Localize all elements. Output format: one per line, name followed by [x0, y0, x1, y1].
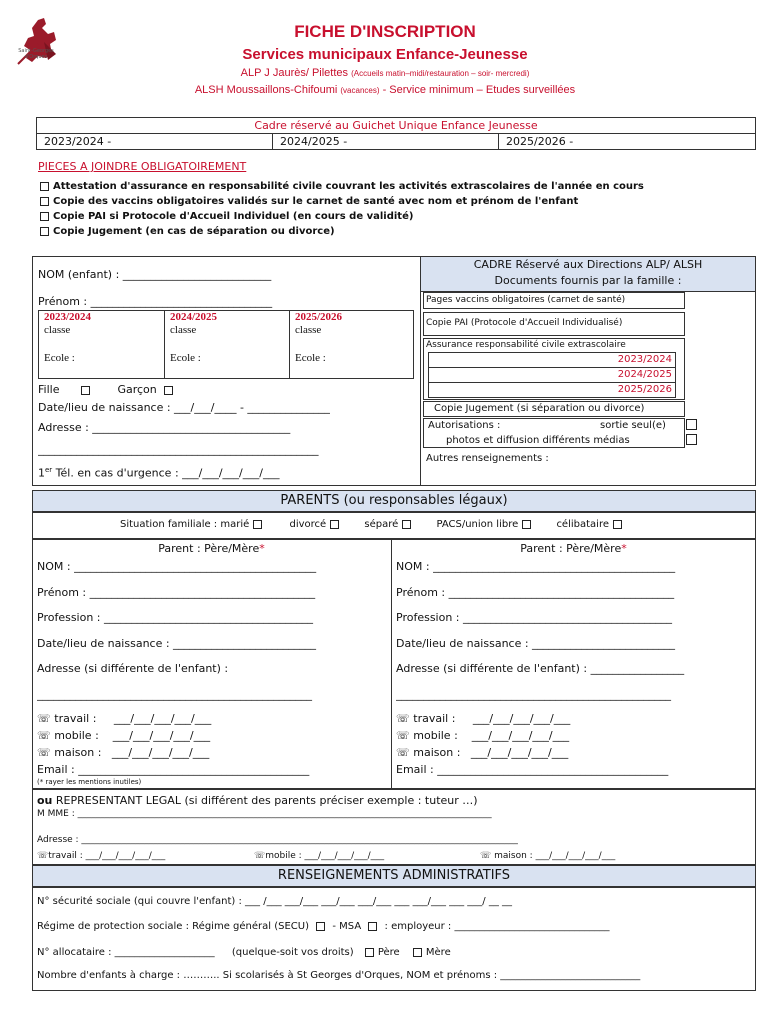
alp-detail: (Accueils matin–midi/restauration – soir- mercredi): [351, 69, 530, 78]
mere-label: Mère: [425, 947, 451, 958]
pai-label: Copie PAI (Protocole d'Accueil Individualisé): [426, 318, 623, 328]
travail-label: travail :: [54, 712, 97, 725]
autres-label: Autres renseignements :: [426, 453, 549, 464]
situation-row: [120, 519, 626, 530]
piece-item-4[interactable]: [40, 226, 335, 237]
autorisations-label: Autorisations :: [428, 420, 501, 431]
piece-label: Copie des vaccins obligatoires validés sur le carnet de santé avec nom et prénom de l'enfant: [53, 196, 579, 207]
parent1-adresse[interactable]: Adresse (si différente de l'enfant) :: [37, 662, 229, 675]
phone-blank: ___/___/___/___/___: [113, 712, 212, 725]
piece-item-2[interactable]: [40, 196, 578, 207]
travail-label: travail :: [413, 712, 456, 725]
parent2-naissance[interactable]: Date/lieu de naissance : __________________________: [396, 637, 676, 650]
checkbox[interactable]: [40, 182, 49, 191]
regime-label: Régime de protection sociale : Régime général (SECU): [37, 921, 309, 932]
pere-label: Père: [377, 947, 400, 958]
tel-label: Tél. en cas d'urgence : ___/___/___/___/___: [52, 466, 280, 480]
phone-icon: ☏: [396, 729, 410, 742]
parent1-nom[interactable]: NOM : ____________________________________________: [37, 560, 317, 573]
maison-label: maison :: [54, 746, 102, 759]
ecole-3[interactable]: Ecole :: [295, 352, 326, 364]
parent2-title-text: Parent : Père/Mère: [520, 542, 622, 555]
child-adresse-line2[interactable]: ___________________________________________________: [38, 443, 319, 456]
school-year-3: 2025/2026: [295, 311, 343, 323]
employeur-field[interactable]: : employeur : _______________________________: [384, 921, 610, 932]
garcon-label: Garçon: [117, 383, 157, 396]
header-line4: [0, 84, 770, 96]
child-naissance-field[interactable]: Date/lieu de naissance : ___/___/____ - _______________: [38, 401, 330, 414]
representant-pre: ou: [37, 794, 53, 807]
parent2-maison[interactable]: [396, 746, 568, 759]
assurance-label: Assurance responsabilité civile extrascolaire: [426, 340, 626, 350]
allocataire-note: (quelque-soit vos droits): [231, 947, 354, 958]
pere-checkbox[interactable]: [365, 948, 374, 957]
divorce-label: divorcé: [289, 519, 327, 530]
ecole-1[interactable]: Ecole :: [44, 352, 75, 364]
rayer-note: (* rayer les mentions inutiles): [37, 778, 142, 786]
pieces-title: PIECES A JOINDRE OBLIGATOIREMENT: [38, 160, 247, 173]
fille-label: Fille: [38, 383, 60, 396]
garcon-checkbox[interactable]: [164, 386, 173, 395]
parent1-title-text: Parent : Père/Mère: [158, 542, 260, 555]
representant-maison[interactable]: [480, 851, 615, 861]
assurance-year-1: 2023/2024: [617, 354, 672, 365]
child-nom-field[interactable]: NOM (enfant) : ___________________________: [38, 268, 272, 281]
regime-row: [37, 921, 609, 932]
tel-sup: er: [45, 466, 53, 474]
parents-title: PARENTS (ou responsables légaux): [280, 493, 508, 508]
parent1-asterisk: *: [259, 542, 265, 555]
alsh-detail: (vacances): [340, 86, 380, 95]
sortie-label: sortie seul(e): [600, 420, 666, 431]
parent1-maison[interactable]: [37, 746, 209, 759]
marie-checkbox[interactable]: [253, 520, 262, 529]
ecole-2[interactable]: Ecole :: [170, 352, 201, 364]
parent1-mobile[interactable]: [37, 729, 210, 742]
jugement-label: Copie Jugement (si séparation ou divorce): [434, 403, 645, 414]
photos-checkbox[interactable]: [686, 434, 697, 445]
parent2-email[interactable]: Email : __________________________________________: [396, 763, 669, 776]
parent1-profession[interactable]: Profession : ______________________________________: [37, 611, 314, 624]
enfants-field[interactable]: Nombre d'enfants à charge : ……….. Si scolarisés à St Georges d'Orques, NOM et prénoms : ____________________________: [37, 970, 641, 981]
pacs-label: PACS/union libre: [436, 519, 519, 530]
parent1-naissance[interactable]: Date/lieu de naissance : __________________________: [37, 637, 317, 650]
phone-blank: ___/___/___/___/___: [471, 729, 570, 742]
checkbox[interactable]: [40, 212, 49, 221]
alsh-services: - Service minimum – Etudes surveillées: [382, 84, 576, 96]
representant-title: [37, 794, 478, 807]
msa-checkbox[interactable]: [368, 922, 377, 931]
parent2-nom[interactable]: NOM : ____________________________________________: [396, 560, 676, 573]
rep-travail-label: travail : ___/___/___/___/___: [48, 851, 166, 861]
school-year-1: 2023/2024: [44, 311, 92, 323]
parent2-adresse[interactable]: Adresse (si différente de l'enfant) : _________________: [396, 662, 685, 675]
phone-blank: ___/___/___/___/___: [472, 712, 571, 725]
guichet-year-1: 2023/2024 -: [44, 135, 112, 148]
celibataire-checkbox[interactable]: [613, 520, 622, 529]
guichet-year-3: 2025/2026 -: [506, 135, 574, 148]
piece-item-1[interactable]: [40, 181, 644, 192]
celibataire-label: célibataire: [556, 519, 609, 530]
alp-label: ALP J Jaurès/ Pilettes: [240, 67, 349, 79]
checkbox[interactable]: [40, 227, 49, 236]
msa-label: - MSA: [332, 921, 362, 932]
header-line3: [0, 67, 770, 79]
mere-checkbox[interactable]: [413, 948, 422, 957]
phone-icon: ☏: [254, 851, 266, 861]
school-year-2: 2024/2025: [170, 311, 218, 323]
piece-label: Copie PAI si Protocole d'Accueil Individuel (en cours de validité): [53, 211, 414, 222]
direction-title1: CADRE Réservé aux Directions ALP/ ALSH: [473, 258, 703, 271]
school-years-table: [38, 310, 414, 379]
sortie-checkbox[interactable]: [686, 419, 697, 430]
child-adresse-field[interactable]: Adresse : ____________________________________: [38, 421, 291, 434]
parent2-title: [391, 542, 756, 555]
rep-maison-label: maison : ___/___/___/___/___: [494, 851, 616, 861]
phone-icon: ☏: [37, 851, 49, 861]
direction-title2: Documents fournis par la famille :: [494, 274, 682, 287]
parent1-adresse-line[interactable]: __________________________________________________: [37, 688, 312, 701]
classe-1[interactable]: classe: [44, 324, 71, 336]
representant-mmme[interactable]: M MME : ____________________________________________________________________________________________: [37, 809, 492, 819]
divorce-checkbox[interactable]: [330, 520, 339, 529]
child-prenom-field[interactable]: Prénom : _________________________________: [38, 295, 273, 308]
guichet-title: Cadre réservé au Guichet Unique Enfance Jeunesse: [254, 119, 538, 132]
fille-checkbox[interactable]: [81, 386, 90, 395]
sex-row: [38, 383, 177, 396]
phone-icon: ☏: [37, 746, 51, 759]
admin-title: RENSEIGNEMENTS ADMINISTRATIFS: [277, 868, 511, 883]
parent1-email[interactable]: Email : __________________________________________: [37, 763, 310, 776]
assurance-year-2: 2024/2025: [617, 369, 672, 380]
assurance-year-3: 2025/2026: [617, 384, 672, 395]
representant-post: (si différent des parents préciser exemple : tuteur …): [184, 794, 478, 807]
representant-travail[interactable]: [37, 851, 165, 861]
phone-blank: ___/___/___/___/___: [470, 746, 569, 759]
representant-adresse[interactable]: Adresse : _________________________________________________________________________________________________: [37, 835, 518, 845]
parent2-travail[interactable]: [396, 712, 570, 725]
parent2-prenom[interactable]: Prénom : _________________________________________: [396, 586, 675, 599]
situation-label: Situation familiale : marié: [120, 519, 250, 530]
phone-icon: ☏: [37, 729, 51, 742]
pacs-checkbox[interactable]: [522, 520, 531, 529]
parent1-title: [32, 542, 391, 555]
urgence-phone-field[interactable]: [38, 466, 279, 480]
piece-label: Attestation d'assurance en responsabilité civile couvrant les activités extrascolaires de l'année en cours: [53, 181, 644, 192]
classe-2[interactable]: classe: [170, 324, 197, 336]
parent2-profession[interactable]: Profession : ______________________________________: [396, 611, 673, 624]
allocataire-row: [37, 947, 451, 958]
parent2-adresse-line[interactable]: __________________________________________________: [396, 688, 671, 701]
vaccins-label: Pages vaccins obligatoires (carnet de santé): [426, 295, 626, 305]
phone-icon: ☏: [480, 851, 492, 861]
separe-label: séparé: [364, 519, 399, 530]
classe-3[interactable]: classe: [295, 324, 322, 336]
phone-blank: ___/___/___/___/___: [112, 729, 211, 742]
phone-icon: ☏: [396, 746, 410, 759]
alsh-name: Moussaillons-Chifoumi: [226, 84, 338, 96]
piece-label: Copie Jugement (en cas de séparation ou divorce): [53, 226, 335, 237]
parent2-asterisk: *: [621, 542, 627, 555]
checkbox[interactable]: [40, 197, 49, 206]
parent1-prenom[interactable]: Prénom : _________________________________________: [37, 586, 316, 599]
phone-icon: ☏: [396, 712, 410, 725]
alsh-label: ALSH: [194, 84, 224, 96]
separe-checkbox[interactable]: [402, 520, 411, 529]
rep-mobile-label: mobile : ___/___/___/___/___: [265, 851, 385, 861]
guichet-year-2: 2024/2025 -: [280, 135, 348, 148]
tel-prefix: 1: [38, 466, 45, 480]
parent1-travail[interactable]: [37, 712, 211, 725]
secu-checkbox[interactable]: [316, 922, 325, 931]
photos-label: photos et diffusion différents médias: [446, 435, 630, 446]
parent2-mobile[interactable]: [396, 729, 569, 742]
logo-caption: Saint-Georges d'Orques: [18, 48, 54, 60]
phone-icon: ☏: [37, 712, 51, 725]
secu-field[interactable]: N° sécurité sociale (qui couvre l'enfant) : ___ /___ ___/___ ___/___ ___/___ ___ ___/___ ___ ___/ __ __: [37, 896, 513, 907]
form-subtitle: Services municipaux Enfance-Jeunesse: [242, 46, 528, 63]
allocataire-field[interactable]: N° allocataire : ____________________: [37, 947, 215, 958]
mobile-label: mobile :: [54, 729, 99, 742]
phone-blank: ___/___/___/___/___: [111, 746, 210, 759]
form-title: FICHE D'INSCRIPTION: [294, 22, 476, 41]
representant-title-text: REPRESENTANT LEGAL: [55, 794, 181, 807]
maison-label: maison :: [413, 746, 461, 759]
representant-mobile[interactable]: [254, 851, 384, 861]
piece-item-3[interactable]: [40, 211, 413, 222]
mobile-label: mobile :: [413, 729, 458, 742]
